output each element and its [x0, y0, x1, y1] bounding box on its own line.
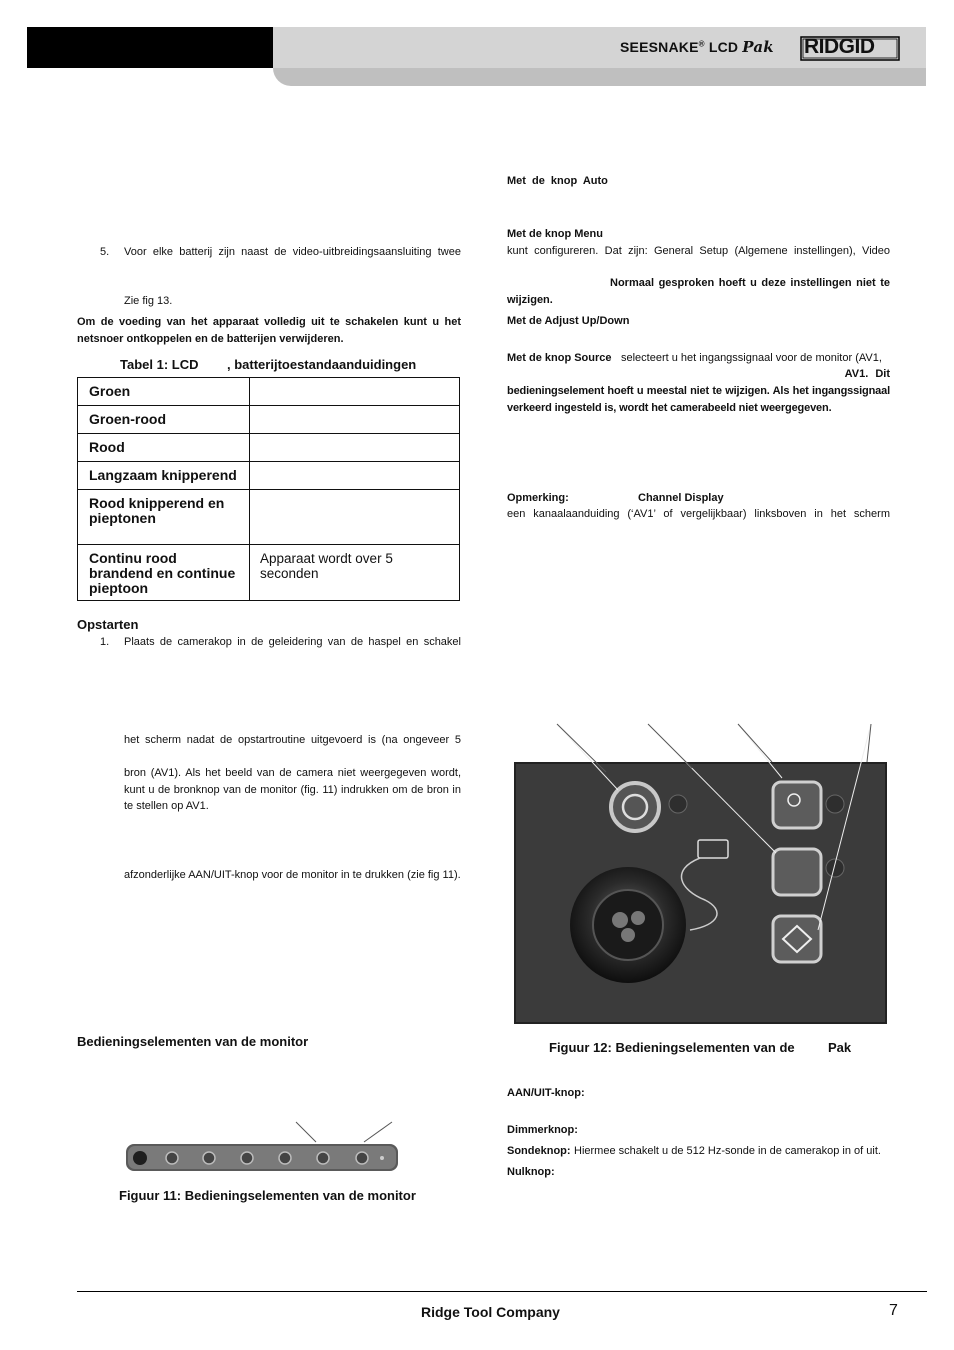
list-item-5-text: Voor elke batterij zijn naast de video-uitbreidingsaansluiting twee [124, 246, 461, 258]
table-cell-label: Groen-rood [78, 406, 250, 434]
header-title-lcd: LCD [704, 39, 743, 55]
header-black-bar [27, 27, 273, 68]
paragraph-screen: het scherm nadat de opstartroutine uitgevoerd is (na ongeveer 5 [124, 734, 461, 746]
footer-company: Ridge Tool Company [421, 1304, 560, 1320]
figure-12-control-photo [510, 720, 890, 1025]
table-cell-value [250, 434, 460, 462]
figure-12-caption-b: Pak [828, 1040, 852, 1055]
controls-heading: Bedieningselementen van de monitor [77, 1034, 309, 1049]
sonde-button-text: Hiermee schakelt u de 512 Hz-sonde in de camerakop in of uit. [574, 1145, 881, 1157]
header-title-main: SEESNAKE [620, 39, 699, 55]
registered-mark: ® [698, 39, 705, 49]
fig13-reference: Zie fig 13. [124, 295, 173, 307]
table-cell-label: Rood knipperend en pieptonen [78, 490, 250, 545]
sonde-button-label: Sondeknop: [507, 1145, 571, 1157]
table-cell-value [250, 406, 460, 434]
step-1-number: 1. [100, 636, 110, 648]
source-button-label: Met de knop Source [507, 352, 612, 364]
table-row [78, 545, 460, 601]
table-row [78, 490, 460, 545]
paragraph-source: bron (AV1). Als het beeld van de camera niet weergegeven wordt, kunt u de bronknop van de monitor (fig. 11) indrukken om de bron in te stellen op AV1. [124, 767, 461, 812]
auto-button-label: Met de knop Auto [507, 175, 608, 187]
footer-rule [77, 1291, 927, 1292]
step-1-text: Plaats de camerakop in de geleidering van de haspel en schakel [124, 636, 461, 648]
table-cell-value [250, 462, 460, 490]
table-cell-value [250, 378, 460, 406]
zero-button-label: Nulknop: [507, 1166, 555, 1178]
paragraph-power-button: afzonderlijke AAN/UIT-knop voor de monitor in te drukken (zie fig 11). [124, 869, 461, 881]
ridgid-logo [800, 36, 900, 61]
header-title-pak: Pak [742, 38, 774, 56]
normal-settings-text: Normaal gesproken hoeft u deze instellingen niet te [610, 277, 890, 289]
power-note: Om de voeding van het apparaat volledig uit te schakelen kunt u het netsnoer ontkoppelen en de batterijen verwijderen. [77, 316, 461, 345]
power-button-label: AAN/UIT-knop: [507, 1087, 585, 1099]
figure-11-monitor-strip [120, 1118, 405, 1178]
table-cell-value: Apparaat wordt over 5 seconden [250, 545, 460, 601]
table-cell-label: Langzaam knipperend [78, 462, 250, 490]
table-row [78, 462, 460, 490]
av1-text: AV1. Dit [844, 368, 890, 380]
wijzigen-text: wijzigen. [507, 294, 553, 306]
ridgid-logo-text: RIDGID [804, 35, 875, 58]
startup-heading: Opstarten [77, 617, 139, 632]
table-caption-a: Tabel 1: LCD [120, 357, 199, 372]
menu-text: kunt configureren. Dat zijn: General Setup (Algemene instellingen), Video [507, 245, 890, 257]
table-cell-value [250, 490, 460, 545]
menu-button-label: Met de knop Menu [507, 228, 603, 240]
source-warning: bedieningselement hoeft u meestal niet te wijzigen. Als het ingangssignaal verkeerd ingesteld is, wordt het camerabeeld niet weergegeven. [507, 385, 890, 414]
note-label: Opmerking: [507, 492, 569, 504]
table-cell-label: Continu rood brandend en continue pieptoon [78, 545, 250, 601]
table-row [78, 406, 460, 434]
note-text: een kanaalaanduiding (‘AV1’ of vergelijkbaar) linksboven in het scherm [507, 508, 890, 520]
source-text: selecteert u het ingangssignaal voor de monitor (AV1, [621, 352, 882, 364]
table-cell-label: Groen [78, 378, 250, 406]
table-caption-b: , batterijtoestandaanduidingen [227, 357, 417, 372]
table-row [78, 434, 460, 462]
table-cell-label: Rood [78, 434, 250, 462]
header-shadow-bar [273, 68, 926, 86]
list-item-5-number: 5. [100, 246, 110, 258]
page-number: 7 [889, 1302, 898, 1319]
figure-12-caption-a: Figuur 12: Bedieningselementen van de [549, 1040, 795, 1055]
figure-11-caption: Figuur 11: Bedieningselementen van de monitor [119, 1188, 416, 1203]
battery-status-table [77, 377, 460, 601]
dimmer-button-label: Dimmerknop: [507, 1124, 578, 1136]
table-row [78, 378, 460, 406]
adjust-label: Met de Adjust Up/Down [507, 315, 630, 327]
header-title [620, 38, 774, 56]
channel-display-label: Channel Display [638, 492, 724, 504]
